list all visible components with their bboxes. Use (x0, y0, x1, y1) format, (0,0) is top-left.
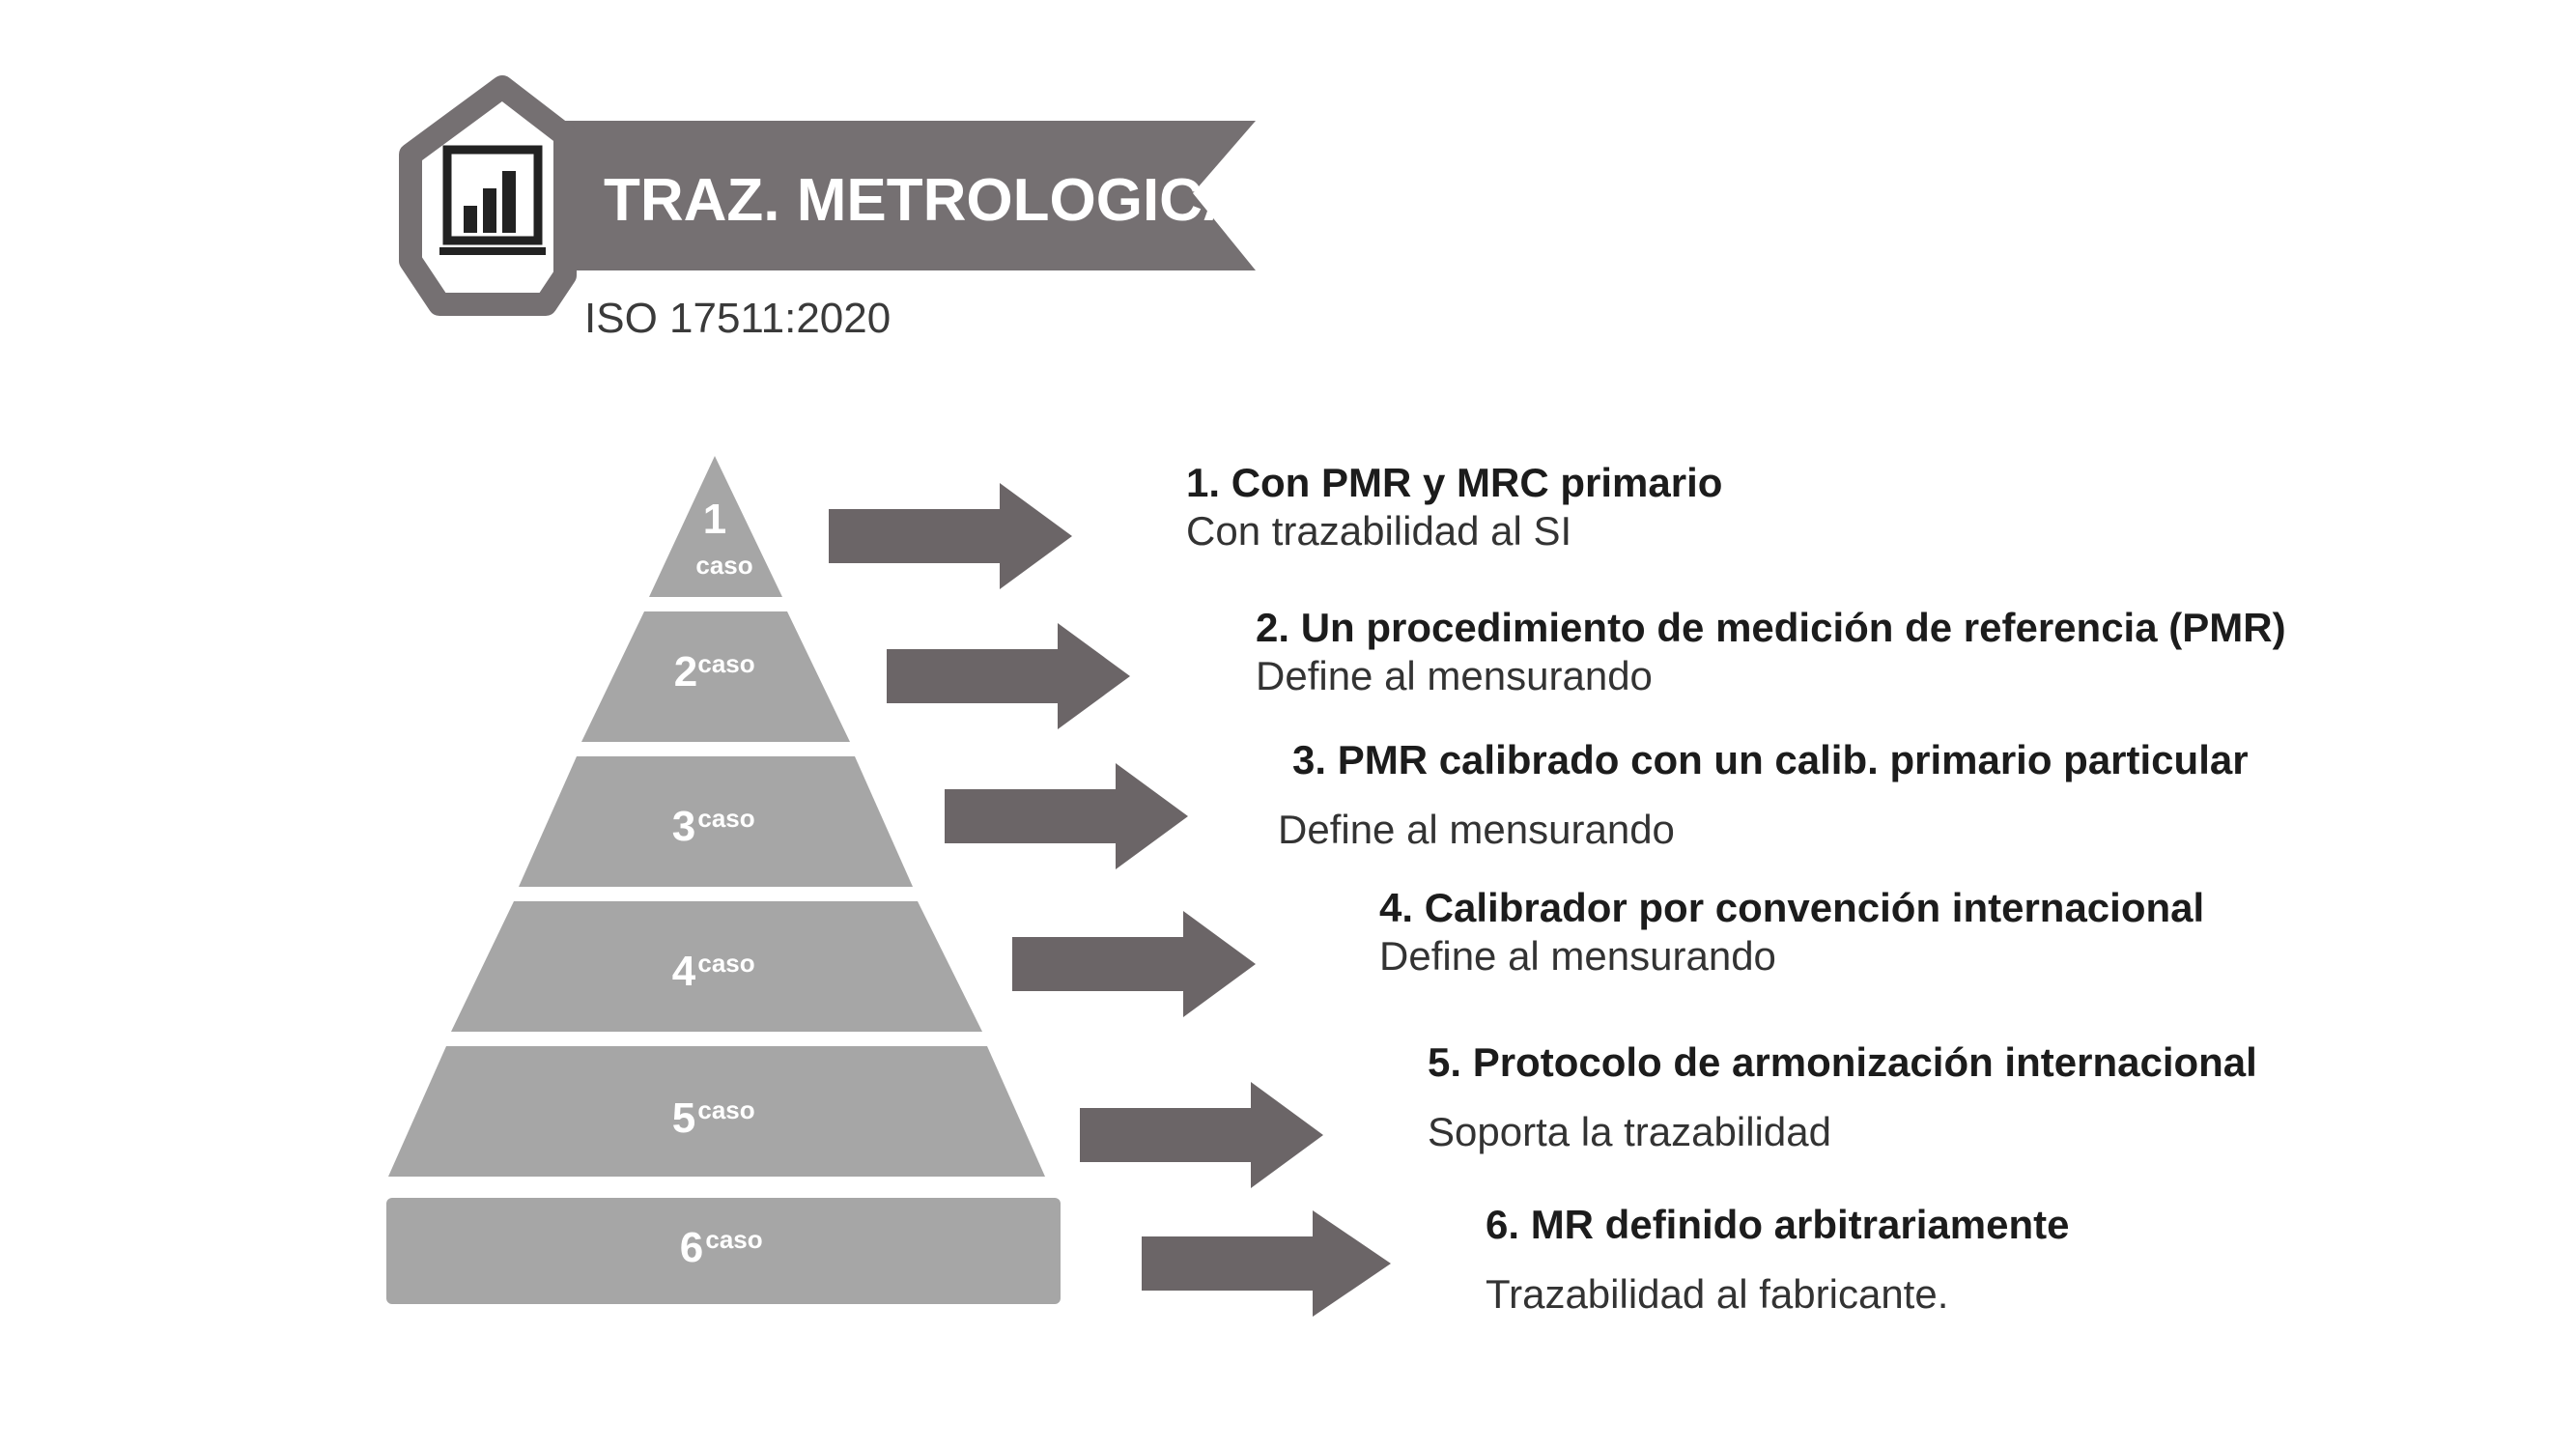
arrow-4 (1012, 911, 1256, 1017)
case-item-4-title: 4. Calibrador por convención internacional (1379, 885, 2205, 930)
case-item-3-subtitle: Define al mensurando (1278, 807, 1675, 853)
pyramid (386, 456, 1061, 1304)
pyramid-level-2-label: caso (697, 649, 755, 678)
pyramid-level-5-label: caso (697, 1095, 755, 1124)
arrow-6 (1142, 1210, 1391, 1317)
pyramid-level-6-label: caso (705, 1225, 763, 1254)
pyramid-level-6-number: 6 (679, 1224, 704, 1271)
pyramid-level-5-number: 5 (671, 1094, 696, 1142)
case-item-4 (1379, 884, 2204, 981)
case-item-4-subtitle: Define al mensurando (1379, 933, 1776, 980)
case-item-6 (1486, 1201, 2069, 1320)
arrow-5 (1080, 1082, 1323, 1188)
case-item-5 (1428, 1038, 2257, 1157)
case-item-6-subtitle: Trazabilidad al fabricante. (1486, 1271, 1949, 1318)
pyramid-level-4-label: caso (697, 949, 755, 978)
case-item-1-title: 1. Con PMR y MRC primario (1186, 460, 1723, 505)
case-item-1-subtitle: Con trazabilidad al SI (1186, 508, 1572, 554)
pyramid-level-2-number: 2 (673, 648, 698, 696)
pyramid-level-3-label: caso (697, 804, 755, 833)
banner-title: TRAZ. METROLOGICA (604, 167, 1246, 234)
title-banner (410, 87, 1256, 304)
arrow-3 (945, 763, 1188, 869)
case-item-2 (1256, 604, 2286, 701)
case-item-5-subtitle: Soporta la trazabilidad (1428, 1109, 1831, 1155)
case-item-1 (1186, 459, 1722, 556)
pyramid-level-4-number: 4 (671, 948, 696, 995)
arrow-1 (829, 483, 1072, 589)
case-item-2-title: 2. Un procedimiento de medición de referencia (PMR) (1256, 605, 2286, 650)
pyramid-level-1-number: 1 (702, 496, 727, 543)
case-item-6-title: 6. MR definido arbitrariamente (1486, 1202, 2070, 1247)
standard-label: ISO 17511:2020 (584, 295, 892, 342)
arrow-2 (887, 623, 1130, 729)
pyramid-level-3-number: 3 (671, 803, 696, 850)
case-item-3 (1278, 736, 2249, 855)
case-item-3-title: 3. PMR calibrado con un calib. primario particular (1292, 737, 2249, 782)
case-item-5-title: 5. Protocolo de armonización internacional (1428, 1039, 2257, 1085)
case-item-2-subtitle: Define al mensurando (1256, 653, 1653, 699)
pyramid-level-1-label: caso (695, 551, 753, 580)
